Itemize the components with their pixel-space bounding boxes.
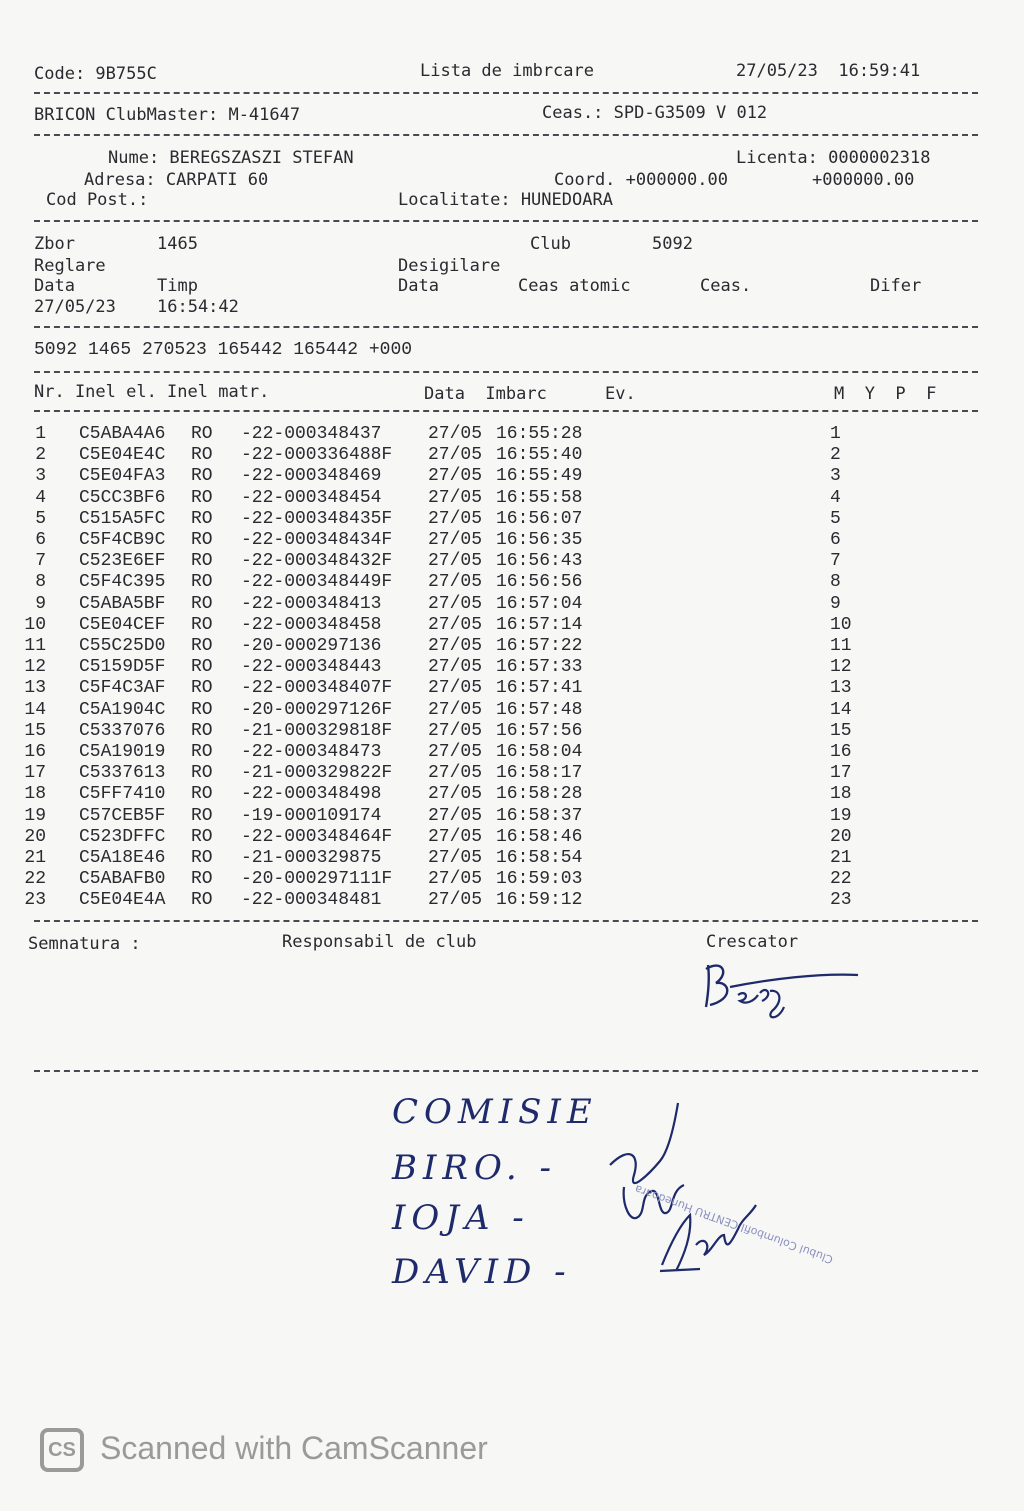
divider (34, 371, 978, 373)
ring-number: -22-000348454 (241, 487, 382, 508)
coordinates-lat: Coord. +000000.00 (554, 170, 728, 190)
boarding-time: 16:56:43 (496, 551, 583, 572)
row-number: 17 (24, 763, 46, 784)
unsealing-date-label: Data (398, 276, 439, 296)
ring-number: -22-000348449F (241, 572, 393, 593)
boarding-time: 16:55:28 (496, 424, 583, 444)
boarding-time: 16:55:49 (496, 466, 583, 487)
electronic-ring: C55C25D0 (79, 636, 166, 656)
commission-member-1: BIRO. - (392, 1148, 558, 1188)
commission-heading: COMISIE (392, 1092, 598, 1132)
boarding-time: 16:55:40 (496, 445, 583, 466)
divider (34, 220, 978, 222)
divider (34, 134, 978, 136)
row-number: 22 (24, 869, 46, 890)
table-row (0, 890, 1024, 911)
unsealing-label: Desigilare (398, 256, 501, 276)
row-number: 14 (24, 699, 46, 720)
row-number: 4 (35, 487, 46, 508)
boarding-time: 16:58:28 (496, 784, 583, 805)
divider (34, 410, 978, 412)
marker-m: 17 (830, 763, 852, 784)
boarding-time: 16:56:07 (496, 508, 583, 529)
table-row (0, 488, 1024, 509)
ring-number: -22-000348498 (241, 784, 382, 805)
table-row (0, 742, 1024, 763)
ring-number: -22-000336488F (241, 445, 393, 466)
boarding-date: 27/05 (428, 593, 483, 614)
marker-m: 18 (830, 784, 852, 805)
country-code: RO (191, 508, 213, 529)
boarding-date: 27/05 (428, 466, 483, 487)
ring-number: -22-000348437 (241, 424, 382, 444)
marker-m: 8 (830, 572, 841, 593)
boarding-date: 27/05 (428, 784, 483, 805)
electronic-ring: C5F4C395 (79, 572, 166, 593)
electronic-ring: C57CEB5F (79, 805, 166, 826)
ring-number: -22-000348407F (241, 678, 393, 699)
commission-member-3: DAVID - (392, 1252, 572, 1292)
marker-m: 23 (830, 890, 852, 911)
electronic-ring: C5F4C3AF (79, 678, 166, 699)
row-number: 23 (24, 890, 46, 911)
boarding-time: 16:56:35 (496, 530, 583, 550)
stamp-text: Clubul Columbofil CENTRU Hunedoara (633, 1182, 835, 1267)
row-number: 11 (24, 636, 46, 656)
boarding-date: 27/05 (428, 826, 483, 847)
ring-number: -22-000348434F (241, 530, 393, 550)
marker-m: 7 (830, 551, 841, 572)
marker-m: 12 (830, 657, 852, 678)
table-row (0, 657, 1024, 678)
row-number: 7 (35, 551, 46, 572)
boarding-time: 16:55:58 (496, 487, 583, 508)
country-code: RO (191, 848, 213, 868)
atomic-clock-label: Ceas atomic (518, 276, 631, 296)
country-code: RO (191, 636, 213, 656)
boarding-date: 27/05 (428, 614, 483, 635)
electronic-ring: C5337076 (79, 720, 166, 741)
print-datetime: 27/05/23 16:59:41 (736, 61, 921, 81)
table-row (0, 424, 1024, 445)
document-title: Lista de imbrcare (420, 61, 594, 81)
marker-m: 13 (830, 678, 852, 699)
ring-number: -19-000109174 (241, 805, 382, 826)
boarding-date: 27/05 (428, 890, 483, 911)
boarding-date: 27/05 (428, 424, 483, 444)
boarding-date: 27/05 (428, 678, 483, 699)
ring-number: -21-000329818F (241, 720, 393, 741)
ring-number: -22-000348458 (241, 614, 382, 635)
club-number: 5092 (652, 234, 693, 254)
ring-number: -21-000329875 (241, 848, 382, 868)
boarding-date: 27/05 (428, 530, 483, 550)
marker-m: 9 (830, 593, 841, 614)
setting-label: Reglare (34, 256, 106, 276)
row-number: 1 (35, 424, 46, 444)
country-code: RO (191, 720, 213, 741)
marker-m: 2 (830, 445, 841, 466)
ring-number: -22-000348443 (241, 657, 382, 678)
code-label: Code: 9B755C (34, 64, 157, 84)
country-code: RO (191, 742, 213, 762)
country-code: RO (191, 784, 213, 805)
setting-date-label: Data (34, 276, 75, 296)
country-code: RO (191, 826, 213, 847)
ring-number: -22-000348464F (241, 826, 393, 847)
breeder-label: Crescator (706, 932, 799, 952)
boarding-time: 16:59:03 (496, 869, 583, 890)
boarding-date: 27/05 (428, 487, 483, 508)
table-row (0, 806, 1024, 827)
boarding-date: 27/05 (428, 636, 483, 656)
row-number: 13 (24, 678, 46, 699)
boarding-time: 16:57:48 (496, 699, 583, 720)
country-code: RO (191, 699, 213, 720)
row-number: 6 (35, 530, 46, 550)
boarding-date: 27/05 (428, 805, 483, 826)
table-row (0, 551, 1024, 572)
electronic-ring: C5A18E46 (79, 848, 166, 868)
ring-number: -20-000297136 (241, 636, 382, 656)
boarding-time: 16:56:56 (496, 572, 583, 593)
boarding-date: 27/05 (428, 508, 483, 529)
electronic-ring: C5E04E4C (79, 445, 166, 466)
row-number: 9 (35, 593, 46, 614)
marker-m: 5 (830, 508, 841, 529)
row-number: 8 (35, 572, 46, 593)
ring-number: -21-000329822F (241, 763, 393, 784)
setting-date: 27/05/23 (34, 297, 116, 317)
table-row (0, 700, 1024, 721)
divider (34, 1070, 978, 1072)
boarding-time: 16:57:22 (496, 636, 583, 656)
divider (34, 92, 978, 94)
country-code: RO (191, 614, 213, 635)
boarding-date: 27/05 (428, 699, 483, 720)
boarding-date: 27/05 (428, 445, 483, 466)
marker-m: 20 (830, 826, 852, 847)
camscanner-logo: CS (40, 1428, 84, 1472)
table-row (0, 509, 1024, 530)
electronic-ring: C5159D5F (79, 657, 166, 678)
electronic-ring: C5E04FA3 (79, 466, 166, 487)
marker-m: 19 (830, 805, 852, 826)
table-row (0, 466, 1024, 487)
marker-m: 3 (830, 466, 841, 487)
boarding-date: 27/05 (428, 848, 483, 868)
ring-number: -22-000348473 (241, 742, 382, 762)
club-responsible-label: Responsabil de club (282, 932, 477, 952)
coordinates-lon: +000000.00 (812, 170, 915, 190)
ring-number: -22-000348469 (241, 466, 382, 487)
boarding-time: 16:58:37 (496, 805, 583, 826)
electronic-ring: C5A1904C (79, 699, 166, 720)
ring-number: -22-000348481 (241, 890, 382, 911)
camscanner-watermark: Scanned with CamScanner (100, 1430, 488, 1466)
table-row (0, 848, 1024, 869)
boarding-date: 27/05 (428, 720, 483, 741)
boarding-date: 27/05 (428, 551, 483, 572)
marker-m: 22 (830, 869, 852, 890)
row-number: 16 (24, 742, 46, 762)
country-code: RO (191, 572, 213, 593)
electronic-ring: C5CC3BF6 (79, 487, 166, 508)
electronic-ring: C515A5FC (79, 508, 166, 529)
column-ev: Ev. (605, 384, 636, 404)
table-row (0, 763, 1024, 784)
marker-m: 14 (830, 699, 852, 720)
fancier-address: Adresa: CARPATI 60 (84, 170, 269, 190)
ring-number: -22-000348413 (241, 593, 382, 614)
marker-m: 16 (830, 742, 852, 762)
row-number: 3 (35, 466, 46, 487)
commission-member-2: IOJA - (392, 1198, 530, 1238)
signature-label: Semnatura : (28, 934, 141, 954)
club-label: Club (530, 234, 571, 254)
marker-m: 4 (830, 487, 841, 508)
divider (34, 326, 978, 328)
column-ring-headers: Nr. Inel el. Inel matr. (34, 382, 270, 402)
row-number: 10 (24, 614, 46, 635)
country-code: RO (191, 424, 213, 444)
boarding-date: 27/05 (428, 572, 483, 593)
locality: Localitate: HUNEDOARA (398, 190, 613, 210)
boarding-date: 27/05 (428, 869, 483, 890)
boarding-time: 16:57:56 (496, 720, 583, 741)
breeder-signature (700, 955, 870, 1030)
table-row (0, 784, 1024, 805)
electronic-ring: C5FF7410 (79, 784, 166, 805)
row-number: 19 (24, 805, 46, 826)
marker-m: 11 (830, 636, 852, 656)
electronic-ring: C5F4CB9C (79, 530, 166, 550)
table-row (0, 721, 1024, 742)
difference-label: Difer (870, 276, 922, 296)
summary-line: 5092 1465 270523 165442 165442 +000 (34, 340, 413, 360)
country-code: RO (191, 678, 213, 699)
row-number: 18 (24, 784, 46, 805)
electronic-ring: C523E6EF (79, 551, 166, 572)
row-number: 20 (24, 826, 46, 847)
column-date-boarding: Data Imbarc (424, 384, 547, 404)
country-code: RO (191, 763, 213, 784)
clubmaster-id: BRICON ClubMaster: M-41647 (34, 105, 301, 125)
row-number: 21 (24, 848, 46, 868)
table-row (0, 678, 1024, 699)
ring-number: -22-000348432F (241, 551, 393, 572)
country-code: RO (191, 869, 213, 890)
electronic-ring: C5A19019 (79, 742, 166, 762)
divider (34, 920, 978, 922)
country-code: RO (191, 657, 213, 678)
boarding-time: 16:57:14 (496, 614, 583, 635)
country-code: RO (191, 487, 213, 508)
country-code: RO (191, 551, 213, 572)
boarding-date: 27/05 (428, 763, 483, 784)
ring-number: -20-000297126F (241, 699, 393, 720)
row-number: 5 (35, 508, 46, 529)
electronic-ring: C5ABAFB0 (79, 869, 166, 890)
country-code: RO (191, 593, 213, 614)
row-number: 2 (35, 445, 46, 466)
table-row (0, 445, 1024, 466)
table-row (0, 869, 1024, 890)
license-number: Licenta: 0000002318 (736, 148, 931, 168)
postal-code-label: Cod Post.: (46, 190, 149, 210)
fancier-name: Nume: BEREGSZASZI STEFAN (108, 148, 354, 168)
electronic-ring: C5E04CEF (79, 614, 166, 635)
electronic-ring: C5ABA4A6 (79, 424, 166, 444)
flight-number: 1465 (157, 234, 198, 254)
setting-time: 16:54:42 (157, 297, 239, 317)
marker-m: 10 (830, 614, 852, 635)
country-code: RO (191, 805, 213, 826)
marker-m: 1 (830, 424, 841, 444)
ring-number: -22-000348435F (241, 508, 393, 529)
country-code: RO (191, 466, 213, 487)
ceas-id: Ceas.: SPD-G3509 V 012 (542, 103, 768, 123)
table-row (0, 530, 1024, 551)
country-code: RO (191, 530, 213, 550)
boarding-time: 16:58:54 (496, 848, 583, 868)
country-code: RO (191, 890, 213, 911)
clock-label: Ceas. (700, 276, 752, 296)
table-row (0, 827, 1024, 848)
table-row (0, 572, 1024, 593)
column-flags: M Y P F (834, 384, 937, 404)
table-row (0, 594, 1024, 615)
ring-number: -20-000297111F (241, 869, 393, 890)
marker-m: 15 (830, 720, 852, 741)
marker-m: 6 (830, 530, 841, 550)
boarding-time: 16:57:41 (496, 678, 583, 699)
table-row (0, 636, 1024, 657)
boarding-time: 16:57:04 (496, 593, 583, 614)
row-number: 12 (24, 657, 46, 678)
boarding-time: 16:59:12 (496, 890, 583, 911)
boarding-date: 27/05 (428, 657, 483, 678)
setting-time-label: Timp (157, 276, 198, 296)
electronic-ring: C5E04E4A (79, 890, 166, 911)
row-number: 15 (24, 720, 46, 741)
boarding-time: 16:57:33 (496, 657, 583, 678)
table-row (0, 615, 1024, 636)
flight-label: Zbor (34, 234, 75, 254)
boarding-date: 27/05 (428, 742, 483, 762)
country-code: RO (191, 445, 213, 466)
boarding-time: 16:58:04 (496, 742, 583, 762)
boarding-time: 16:58:46 (496, 826, 583, 847)
electronic-ring: C5337613 (79, 763, 166, 784)
electronic-ring: C5ABA5BF (79, 593, 166, 614)
marker-m: 21 (830, 848, 852, 868)
club-stamp (633, 1125, 880, 1275)
electronic-ring: C523DFFC (79, 826, 166, 847)
boarding-time: 16:58:17 (496, 763, 583, 784)
